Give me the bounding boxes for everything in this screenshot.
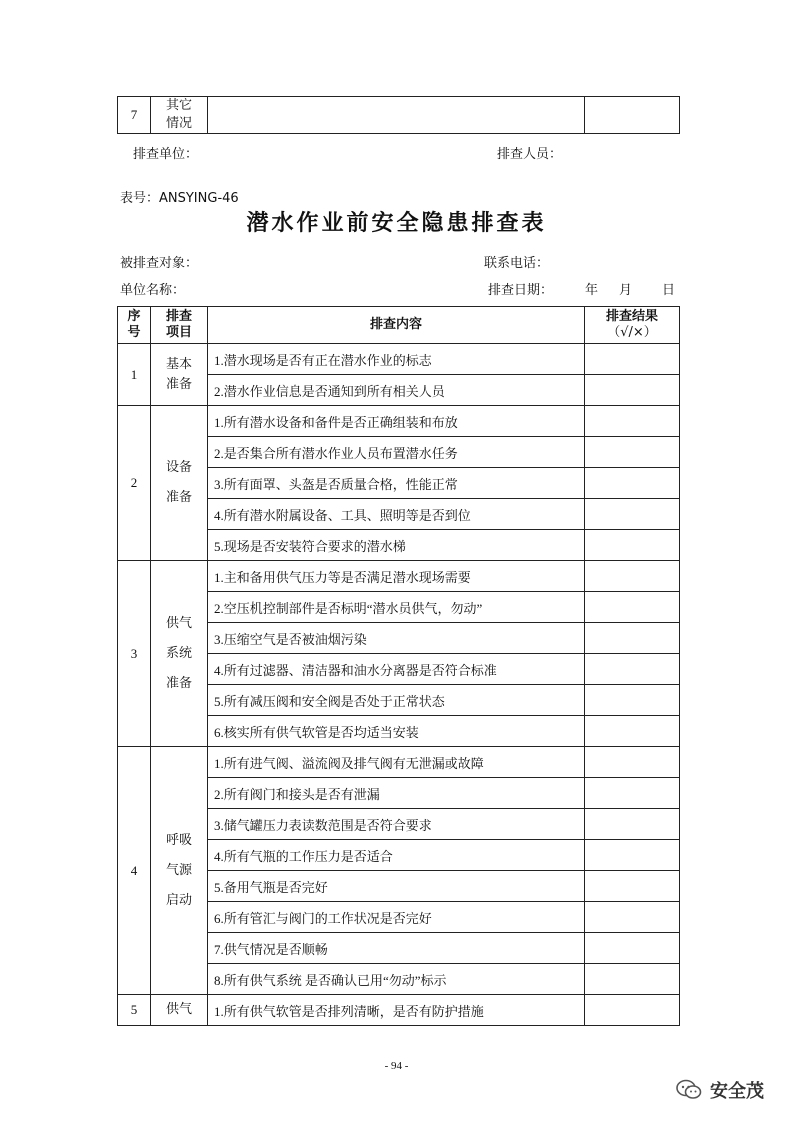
result-cell[interactable] [585,97,680,134]
item-line: 设备 [165,460,192,475]
target-label: 被排查对象： [120,256,199,271]
seq-header-line: 序 [127,309,141,324]
content-cell: 5.备用气瓶是否完好 [208,871,585,902]
item-line: 呼吸 [165,832,192,848]
content-cell: 5.现场是否安装符合要求的潜水梯 [208,530,585,561]
content-cell: 8.所有供气系统 是否确认已用“勿动”标示 [208,964,585,995]
content-cell: 6.核实所有供气软管是否均适当安装 [208,716,585,747]
item-line: 其它 [165,98,192,113]
chat-bubble-icon [676,1079,702,1101]
seq-header [118,307,151,344]
item-header [151,307,208,344]
content-header: 排查内容 [208,307,585,344]
item-cell [151,561,208,747]
phone-label: 联系电话： [484,256,550,271]
header-row [118,307,680,344]
item-cell [151,406,208,561]
result-cell[interactable] [585,809,680,840]
seq-cell: 7 [118,97,151,134]
seq-header-line: 号 [127,325,141,340]
content-cell: 1.所有潜水设备和备件是否正确组装和布放 [208,406,585,437]
result-cell[interactable] [585,933,680,964]
item-line: 准备 [165,376,192,392]
content-cell: 4.所有气瓶的工作压力是否适合 [208,840,585,871]
item-line: 基本 [165,356,192,372]
watermark-text: 安全茂 [710,1081,764,1102]
content-cell: 2.潜水作业信息是否通知到所有相关人员 [208,375,585,406]
watermark [676,1077,764,1103]
item-cell [151,747,208,995]
result-cell[interactable] [585,561,680,592]
result-cell[interactable] [585,902,680,933]
content-cell: 2.空压机控制部件是否标明“潜水员供气，勿动” [208,592,585,623]
content-cell: 1.所有供气软管是否排列清晰，是否有防护措施 [208,995,585,1026]
previous-table-remnant [117,96,680,134]
table-row [118,344,680,375]
item-cell [151,344,208,406]
content-cell [208,97,585,134]
result-cell[interactable] [585,499,680,530]
content-cell: 2.是否集合所有潜水作业人员布置潜水任务 [208,437,585,468]
result-cell[interactable] [585,964,680,995]
content-cell: 7.供气情况是否顺畅 [208,933,585,964]
checklist-table [117,306,680,1026]
result-cell[interactable] [585,468,680,499]
date-label: 排查日期： [488,283,554,298]
result-cell[interactable] [585,685,680,716]
table-row [118,995,680,1026]
result-cell[interactable] [585,406,680,437]
result-cell[interactable] [585,747,680,778]
result-cell[interactable] [585,995,680,1026]
result-header [585,307,680,344]
result-cell[interactable] [585,778,680,809]
inspector-label: 排查人员： [497,147,563,162]
result-header-line: 排查结果 [605,309,658,324]
content-cell: 3.储气罐压力表读数范围是否符合要求 [208,809,585,840]
table-row [118,747,680,778]
item-line: 启动 [165,892,192,908]
content-cell: 3.所有面罩、头盔是否质量合格，性能正常 [208,468,585,499]
form-number: 表号：ANSYING-46 [120,191,239,206]
content-cell: 3.压缩空气是否被油烟污染 [208,623,585,654]
unit-name-label: 单位名称： [120,283,186,298]
item-cell [151,995,208,1026]
content-cell: 2.所有阀门和接头是否有泄漏 [208,778,585,809]
result-cell[interactable] [585,375,680,406]
day-label: 日 [662,283,676,298]
table-row [118,97,680,134]
item-line: 准备 [165,490,192,505]
content-cell: 1.主和备用供气压力等是否满足潜水现场需要 [208,561,585,592]
item-line: 情况 [165,116,192,131]
seq-cell: 4 [118,747,151,995]
seq-cell: 2 [118,406,151,561]
table-row [118,406,680,437]
item-cell [151,97,208,134]
content-cell: 1.所有进气阀、溢流阀及排气阀有无泄漏或故障 [208,747,585,778]
year-label: 年 [585,283,599,298]
item-line: 系统 [165,645,192,661]
content-cell: 5.所有减压阀和安全阀是否处于正常状态 [208,685,585,716]
month-label: 月 [619,283,633,298]
page-title: 潜水作业前安全隐患排查表 [246,211,547,236]
seq-cell: 3 [118,561,151,747]
content-cell: 6.所有管汇与阀门的工作状况是否完好 [208,902,585,933]
item-line: 供气 [165,615,192,631]
content-cell: 4.所有潜水附属设备、工具、照明等是否到位 [208,499,585,530]
result-cell[interactable] [585,344,680,375]
table-row [118,561,680,592]
item-header-line: 排查 [165,309,192,324]
content-cell: 1.潜水现场是否有正在潜水作业的标志 [208,344,585,375]
seq-cell: 5 [118,995,151,1026]
item-line: 供气 [165,1002,192,1017]
inspection-unit-label: 排查单位： [133,147,199,162]
page-number: - 94 - [384,1060,409,1072]
item-line: 气源 [165,862,192,878]
result-cell[interactable] [585,592,680,623]
content-cell: 4.所有过滤器、清洁器和油水分离器是否符合标准 [208,654,585,685]
result-cell[interactable] [585,716,680,747]
item-line: 准备 [165,675,192,691]
seq-cell: 1 [118,344,151,406]
result-cell[interactable] [585,530,680,561]
result-cell[interactable] [585,437,680,468]
result-cell[interactable] [585,840,680,871]
result-cell[interactable] [585,623,680,654]
item-header-line: 项目 [165,325,192,340]
result-header-line: （√/×） [607,325,657,340]
result-cell[interactable] [585,654,680,685]
result-cell[interactable] [585,871,680,902]
